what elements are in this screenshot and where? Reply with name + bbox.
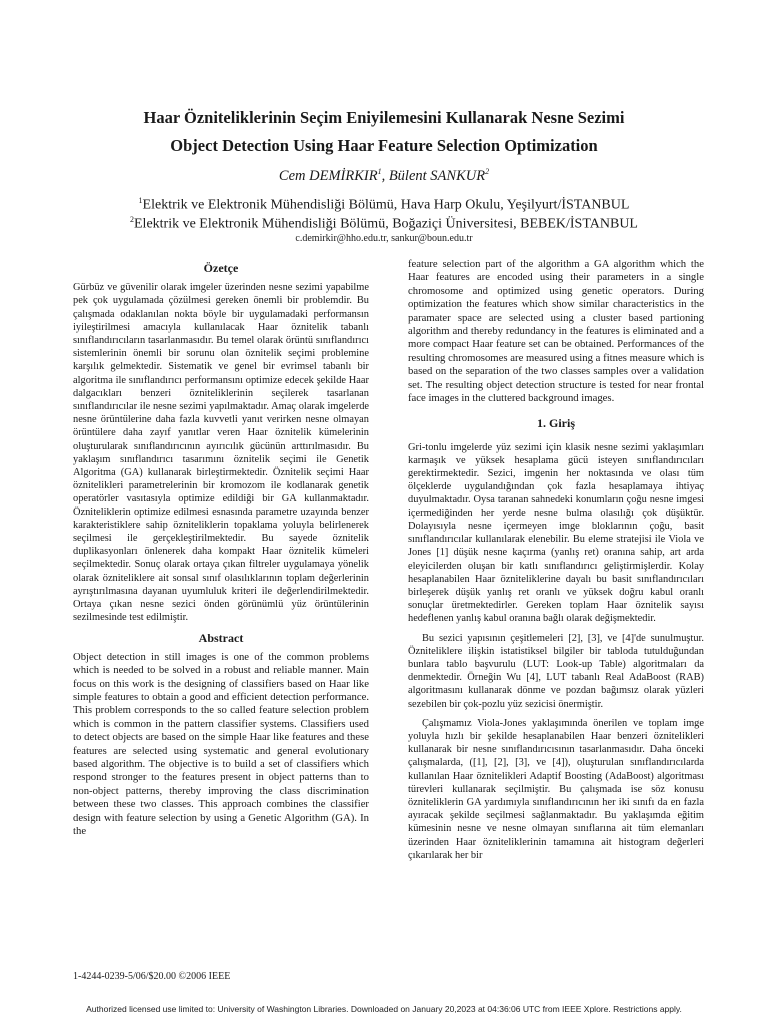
paper-title-turkish: Haar Özniteliklerinin Seçim Eniyilemesini Kullanarak Nesne Sezimi [143,108,625,127]
affiliation-1-text: Elektrik ve Elektronik Mühendisliği Bölümü, Hava Harp Okulu, Yeşilyurt/İSTANBUL [142,197,630,213]
authorized-use-notice: Authorized licensed use limited to: University of Washington Libraries. Downloaded on January 20,2023 at 04:36:06 UTC from IEEE Xplore. Restrictions apply. [86,1004,682,1014]
giris-paragraph-3: Çalışmamız Viola-Jones yaklaşımında önerilen ve toplam imge yoluyla hızlı bir şekilde hesaplanabilen Haar benzeri öznitelikleri kullanarak bir nesne sınıflandırıcısının tasarlanmasıdır. Daha önceki çalışmalarda, ([1], [2], [3], ve [4]), oluşturulan sınıflandırıcılarda kullanılan Haar öznitelikleri Adaptif Boosting (AdaBoost) algoritması türevleri kullanarak seçilmiştir. Bu çalışmada ise söz konusu özniteliklerin GA yardımıyla sınıflandırıcının her iki sınıfı da en fazla ayıracak şekilde seçilmesi sağlanmaktadır. Bu yaklaşımda eğitim kümesinin nesne ve nesne olmayan sınıflarına ait tüm elemanları üzerinden Haar özniteliklerinin tamamına ait histogram değerleri çıkarılarak her bir [408,717,704,861]
affiliation-2-text: Elektrik ve Elektronik Mühendisliği Bölümü, Boğaziçi Üniversitesi, BEBEK/İSTANBUL [134,216,638,232]
author-emails: c.demirkir@hho.edu.tr, sankur@boun.edu.tr [295,233,473,244]
ozetce-paragraph: Gürbüz ve güvenilir olarak imgeler üzerinden nesne sezimi yapabilme pek çok uygulamada çözülmesi gereken önemli bir problemdir. Bu çalışmada odaklanılan nokta böyle bir uygulamadaki performansın iyileştirilmesi amacıyla kullanılacak Haar öznitelik tabanlı sınıflandırıcıların tasarlanmasıdır. Bu temel olarak örüntü sınıflandırıcı sistemlerinin önemli bir sorunu olan öznitelik seçimi problemine karşılık gelmektedir. Sistematik ve genel bir evrimsel tabanlı bir algoritma ile sınıflandırıcı performansını optimize edecek şekilde Haar dalgacıkları benzeri özniteliklerinin seçilerek tasarlanan sınıflandırıcılar ile nesne sezimi yapılmaktadır. Amaç olarak imgelerde nesne örüntülerine daha fazla kuvvetli yanıt verirken nesne olmayan örüntülere daha zayıf yanıtlar veren Haar öznitelik kümelerinin oluşturularak sınıflandırıcının ayırıcılık gücünün arttırılmasıdır. Bu yaklaşım sınıflandırıcı tasarımını öznitelik seçimi ile Genetik Algoritma (GA) kullanarak birleştirmektedir. Öznitelik seçimi Haar öznitelikleri parametrelerinin bir kromozom ile kodlanarak genetik operatörler vasıtasıyla optimize edildiği bir GA kullanmaktadır. Özniteliklerin optimize edilmesi esnasında parametre uzayında benzer karakteristiklere sahip özniteliklerin topaklama yoluyla belirlenerek seçilmesi ile gerçekleştirilmektedir. Bu sayede öznitelik duplikasyonları önlenerek daha kompakt Haar öznitelik kümeleri seçilmektedir. Sonuç olarak ortaya çıkan filtreler uygulamaya yönelik olarak özniteliklere ait sonsal sınıf olasılıklarının toplam değerlerinin ayrıştırılmasına dayanan uyumluluk kriteri ile değerlendirilmektedir. Ortaya çıkan nesne sezici önden görünümlü yüz örüntülerinin sezilmesinde test edilmiştir. [73,282,369,624]
author-2-sup: 2 [485,167,490,176]
isbn-copyright: 1-4244-0239-5/06/$20.00 ©2006 IEEE [73,971,231,982]
right-column [408,258,704,862]
affiliation-2 [0,215,768,233]
left-column [73,262,369,838]
abstract-paragraph: Object detection in still images is one of the common problems which is needed to be solved in a robust and reliable manner. Main focus on this work is the designing of classifiers based on Haar like simple features to obtain a good and efficient detection performance. This problem corresponds to the so called feature selection problem which is common in the pattern classifier systems. Classifiers used to detect objects are based on the simple Haar like features and these features are selected using systematic and general evolutionary based algorithm. The objective is to build a set of classifiers which respond stronger to the features present in object patterns than to non-object patterns, thereby improving the class discrimination between these two classes. This approach combines the classifier design with feature selection by using a Genetic Algorithm (GA). In the [73,650,369,837]
giris-paragraph-2: Bu sezici yapısının çeşitlemeleri [2], [3], ve [4]'de sunulmuştur. Özniteliklere ilişkin istatistiksel bilgiler bir tabloda tutulduğundan bunlara tablo başvurulu (LUT: Look-up Table) algoritmaları da denmektedir. Örneğin Wu [4], LUT tabanlı Real AdaBoost (RAB) algoritmasını kullanarak dönme ve pozdan bağımsız olarak yüzleri sezebilen bir çok-pozlu yüz sezicisi önermiştir. [408,632,704,710]
author-2: Bülent SANKUR [388,167,486,184]
ozetce-heading: Özetçe [203,261,239,275]
abstract-heading: Abstract [198,631,244,646]
giris-heading: 1. Giriş [537,416,575,431]
author-separator: , [381,167,389,184]
affiliation-1 [0,196,768,214]
affiliation-2-sup: 2 [130,215,134,224]
paper-title-english: Object Detection Using Haar Feature Selection Optimization [170,136,598,155]
author-1: Cem DEMİRKIR [278,167,378,184]
author-1-sup: 1 [377,167,382,176]
abstract-continued-paragraph: feature selection part of the algorithm a GA algorithm which the Haar features are encoded using their parameters in a single chromosome and optimized using genetic operators. During optimization the features which show similar characteristics in the paramater space are selected using a cluster based partioning algorithm and thereby redundancy in the features is eliminated and a more compact Haar feature set can be obtained. Performances of the resulting chromosomes are measured using a fitnes measure which is based on the separation of the two classes samples over a validation set. The resulting object detection structure is tested for near frontal face images in the cluttered background images. [408,258,704,405]
giris-paragraph-1: Gri-tonlu imgelerde yüz sezimi için klasik nesne sezimi yaklaşımları karmaşık ve yüksek hesaplama gücü isteyen sınıflandırıcıları gerektirmektedir. Sezici, imgenin her noktasında ve olası tüm ölçeklerde uygulandığından çok fazla hesaplamaya ihtiyaç duyulmaktadır. Oysa taranan sahnedeki konumların çoğu nesne imgesi içermediğinden her yerde nesne bulma olasılığı çok düşüktür. Dolayısıyla nesne içermeyen imge bloklarının çoğu, basit sınıflandırıcılar kullanılarak elenebilir. Bu eleme stratejisi ile Viola ve Jones [1] düşük nesne kaçırma (yanlış ret) oranına sahip, art arda eleyicilerden oluşan bir katlı sınıflandırıcı geliştirmişlerdir. Kolay hesaplanabilen Haar özniteliklerine dayalı bu basit sınıflandırıcıları birleşerek düşük yanlış ret oranlı ve yüksek doğru kabul oranlı sonuçlar üretmektedirler. Gereken toplam Haar öznitelik sayısı hedeflenen yanlış kabul oranına bağlı olarak değişmektedir. [408,441,704,625]
affiliation-1-sup: 1 [138,196,143,205]
author-line [0,167,768,185]
